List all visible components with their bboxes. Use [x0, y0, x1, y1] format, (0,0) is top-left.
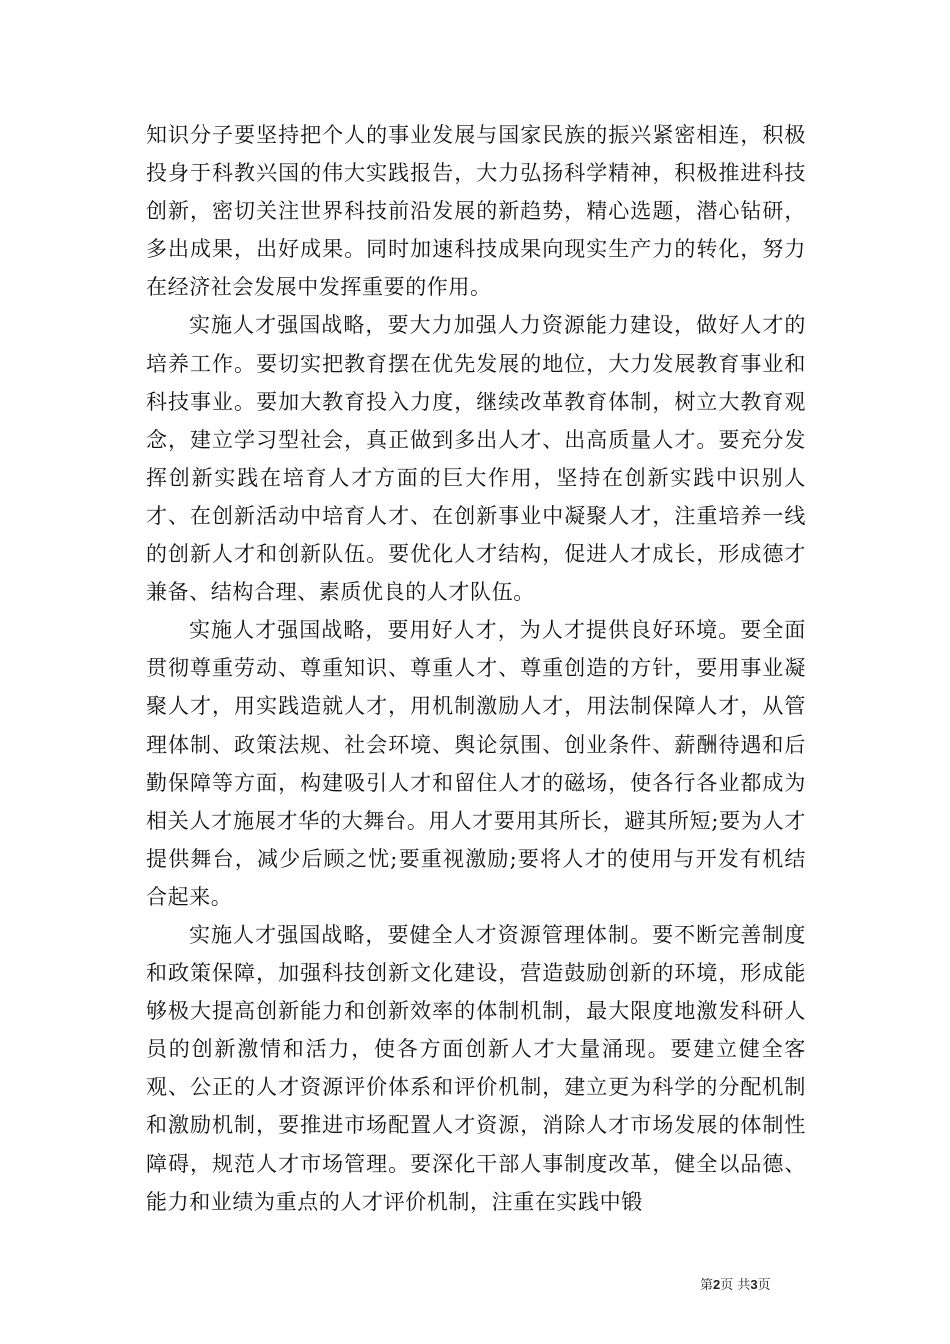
- document-body: [146, 116, 806, 1221]
- footer-middle: 页 共: [720, 1278, 751, 1293]
- paragraph-4: 实施人才强国战略，要健全人才资源管理体制。要不断完善制度和政策保障，加强科技创新文化建设，营造鼓励创新的环境，形成能够极大提高创新能力和创新效率的体制机制，最大限度地激发科研人员的创新激情和活力，使各方面创新人才大量涌现。要建立健全客观、公正的人才资源评价体系和评价机制，建立更为科学的分配机制和激励机制，要推进市场配置人才资源，消除人才市场发展的体制性障碍，规范人才市场管理。要深化干部人事制度改革，健全以品德、能力和业绩为重点的人才评价机制，注重在实践中锻: [146, 922, 806, 1214]
- paragraph-1: 知识分子要坚持把个人的事业发展与国家民族的振兴紧密相连，积极投身于科教兴国的伟大实践报告，大力弘扬科学精神，积极推进科技创新，密切关注世界科技前沿发展的新趋势，精心选题，潜心钻研，多出成果，出好成果。同时加速科技成果向现实生产力的转化，努力在经济社会发展中发挥重要的作用。: [146, 123, 806, 300]
- paragraph-2: 实施人才强国战略，要大力加强人力资源能力建设，做好人才的培养工作。要切实把教育摆在优先发展的地位，大力发展教育事业和科技事业。要加大教育投入力度，继续改革教育体制，树立大教育观念，建立学习型社会，真正做到多出人才、出高质量人才。要充分发挥创新实践在培育人才方面的巨大作用，坚持在创新实践中识别人才、在创新活动中培育人才、在创新事业中凝聚人才，注重培养一线的创新人才和创新队伍。要优化人才结构，促进人才成长，形成德才兼备、结构合理、素质优良的人才队伍。: [146, 313, 806, 605]
- footer-total-pages: 3: [750, 1277, 758, 1292]
- footer-prefix: 第: [700, 1278, 714, 1293]
- footer-current-page: 2: [713, 1277, 721, 1292]
- page-number-footer: [700, 1276, 840, 1295]
- footer-suffix: 页: [757, 1278, 771, 1293]
- paragraph-3: 实施人才强国战略，要用好人才，为人才提供良好环境。要全面贯彻尊重劳动、尊重知识、尊重人才、尊重创造的方针，要用事业凝聚人才，用实践造就人才，用机制激励人才，用法制保障人才，从管理体制、政策法规、社会环境、舆论氛围、创业条件、薪酬待遇和后勤保障等方面，构建吸引人才和留住人才的磁场，使各行各业都成为相关人才施展才华的大舞台。用人才要用其所长，避其所短;要为人才提供舞台，减少后顾之忧;要重视激励;要将人才的使用与开发有机结合起来。: [146, 618, 806, 909]
